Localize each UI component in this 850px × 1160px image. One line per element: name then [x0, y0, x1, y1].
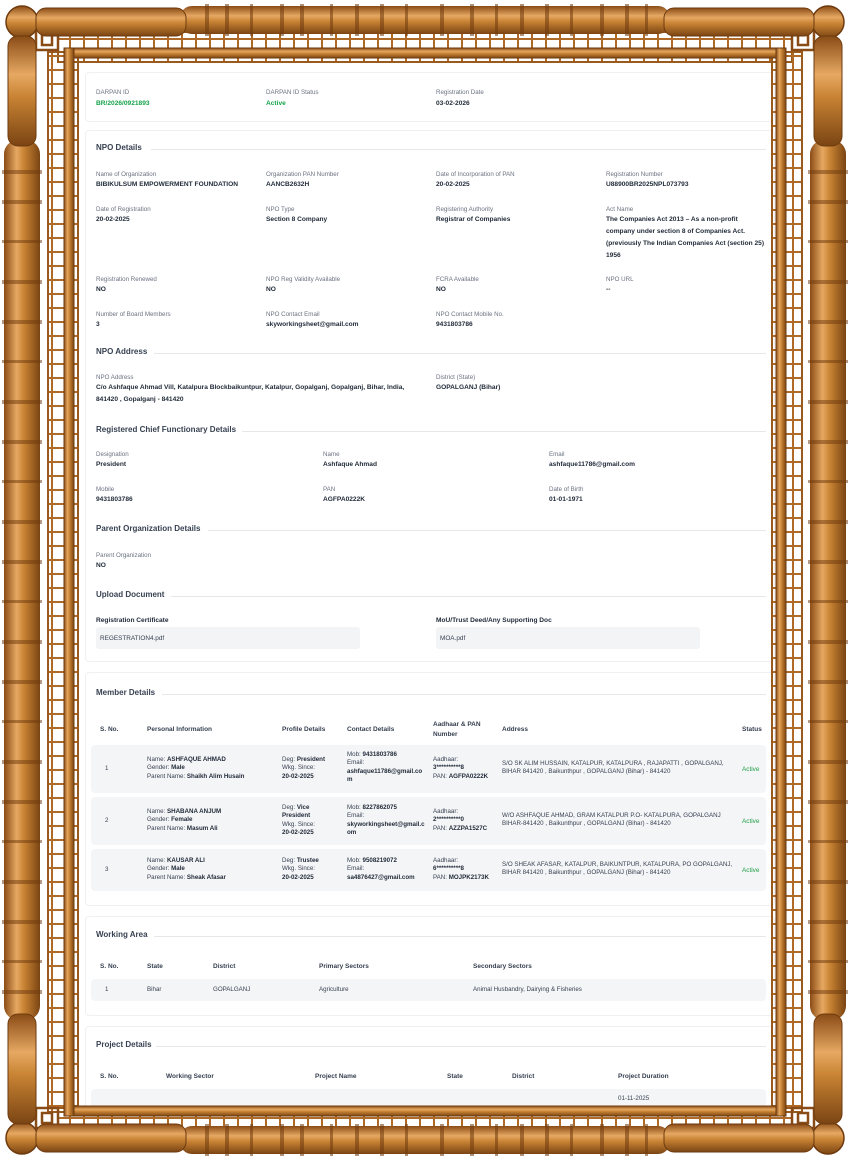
- member-address: S/O SK ALIM HUSSAIN, KATALPUR, KATALPURA , RAJAPATTI , GOPALGANJ, BIHAR 841420 , Baikunthpur , GOPALGANJ (Bihar) - 841420: [502, 760, 724, 776]
- member-mobile: 9431803786: [362, 751, 397, 758]
- field-label: NPO Contact Email: [266, 311, 320, 318]
- parent-organization-value: NO: [96, 562, 106, 569]
- member-mobile: 8227862075: [362, 804, 397, 811]
- field-label: FCRA Available: [436, 276, 479, 283]
- registration-renewed: NO: [96, 286, 106, 293]
- member-pan: AGFPA0222K: [448, 772, 489, 780]
- registration-number: U88900BR2025NPL073793: [606, 181, 689, 188]
- member-col-personal: Personal Information: [147, 726, 213, 733]
- working-col-primary: Primary Sectors: [319, 963, 369, 970]
- working-col-secondary: Secondary Sectors: [473, 963, 532, 970]
- member-aadhaar: 3**********8: [433, 764, 464, 772]
- registering-authority: Registrar of Companies: [436, 216, 511, 223]
- member-gender: Male: [171, 865, 185, 873]
- project-col-duration: Project Duration: [618, 1073, 669, 1080]
- darpan-id-value: BR/2026/0921893: [96, 100, 150, 107]
- field-label: District (State): [436, 374, 476, 381]
- key-label: Email:: [347, 812, 365, 820]
- field-label: Organization PAN Number: [266, 171, 339, 178]
- project-duration: 01-11-2025: [618, 1095, 650, 1102]
- member-mobile: 9508219072: [362, 857, 397, 864]
- field-label: Date of Birth: [549, 486, 584, 493]
- key-label: PAN:: [433, 873, 447, 881]
- registration-date-label: Registration Date: [436, 89, 484, 96]
- field-label: NPO Address: [96, 374, 134, 381]
- member-parent: Shaikh Alim Husain: [186, 772, 245, 780]
- key-label: Gender:: [147, 764, 170, 772]
- member-designation: Vice President: [282, 804, 311, 820]
- member-col-address: Address: [502, 726, 529, 733]
- npo-address: C/o Ashfaque Ahmad Vill, Katalpura Blockbaikuntpur, Katalpur, Gopalganj, Gopalganj, Bihar, India, 841420 , Gopalganj - 841420: [96, 384, 405, 403]
- field-label: Registering Authority: [436, 206, 494, 213]
- npo-type: Section 8 Company: [266, 216, 328, 223]
- field-label: Number of Board Members: [96, 311, 171, 318]
- date-of-registration: 20-02-2025: [96, 216, 130, 223]
- field-label: NPO Reg Validity Available: [266, 276, 341, 283]
- darpan-status-value: Active: [266, 100, 286, 107]
- key-label: Parent Name:: [147, 873, 186, 881]
- member-email: ashfaque11786@gmail.com: [347, 767, 423, 784]
- project-col-sno: S. No.: [100, 1073, 119, 1080]
- working-col-state: State: [147, 963, 163, 970]
- member-since: 20-02-2025: [282, 873, 314, 881]
- key-label: Deg:: [282, 857, 296, 864]
- field-label: Parent Organization: [96, 552, 152, 559]
- working-district: GOPALGANJ: [213, 986, 251, 993]
- field-label: Email: [549, 451, 565, 458]
- key-label: Name:: [147, 857, 166, 864]
- chief-name: Ashfaque Ahmad: [323, 461, 377, 468]
- member-details-title: Member Details: [96, 688, 156, 697]
- member-aadhaar: 2**********0: [433, 816, 464, 824]
- npo-contact-email: skyworkingsheet@gmail.com: [266, 321, 359, 328]
- working-col-sno: S. No.: [100, 963, 119, 970]
- key-label: PAN:: [433, 772, 447, 780]
- chief-pan: AGFPA0222K: [323, 496, 366, 503]
- project-details-title: Project Details: [96, 1040, 152, 1049]
- member-aadhaar: 6**********8: [433, 865, 464, 873]
- field-label: PAN: [323, 486, 336, 493]
- key-label: Email:: [347, 865, 365, 873]
- key-label: PAN:: [433, 824, 447, 832]
- member-designation: Trustee: [296, 857, 319, 864]
- npo-url: --: [606, 286, 611, 293]
- member-col-aadhaar: Aadhaar & PAN Number: [433, 721, 481, 738]
- member-designation: President: [296, 756, 326, 763]
- chief-dob: 01-01-1971: [549, 496, 583, 503]
- registration-certificate-label: Registration Certificate: [96, 617, 169, 624]
- key-label: Wkg. Since:: [282, 820, 316, 828]
- project-col-state: State: [447, 1073, 463, 1080]
- member-pan: AZZPA1527C: [448, 824, 488, 832]
- npo-address-title: NPO Address: [96, 347, 148, 356]
- npo-contact-mobile: 9431803786: [436, 321, 473, 328]
- key-label: Deg:: [282, 804, 296, 811]
- upload-document-title: Upload Document: [96, 590, 165, 599]
- key-label: Name:: [147, 756, 166, 763]
- field-label: Registration Number: [606, 171, 663, 178]
- working-area-title: Working Area: [96, 930, 148, 939]
- member-name: SHABANA ANJUM: [166, 808, 222, 815]
- member-sno: 3: [105, 866, 109, 873]
- key-label: Parent Name:: [147, 772, 186, 780]
- key-label: Aadhaar:: [433, 857, 459, 864]
- darpan-status-label: DARPAN ID Status: [266, 89, 319, 96]
- member-gender: Male: [171, 764, 185, 772]
- field-label: NPO URL: [606, 276, 634, 283]
- field-label: Designation: [96, 451, 129, 458]
- project-col-name: Project Name: [315, 1073, 357, 1080]
- key-label: Email:: [347, 759, 365, 767]
- key-label: Aadhaar:: [433, 756, 459, 763]
- member-name: ASHFAQUE AHMAD: [166, 756, 226, 763]
- npo-details-title: NPO Details: [96, 143, 142, 152]
- status-badge: Active: [742, 766, 760, 773]
- field-label: NPO Type: [266, 206, 295, 213]
- registration-certificate-file[interactable]: REGESTRATION4.pdf: [96, 627, 360, 649]
- pan-incorporation-date: 20-02-2025: [436, 181, 470, 188]
- key-label: Mob:: [347, 804, 361, 811]
- key-label: Aadhaar:: [433, 808, 459, 815]
- status-badge: Active: [742, 867, 760, 874]
- organization-pan: AANCB2632H: [266, 181, 310, 188]
- field-label: Name of Organization: [96, 171, 157, 178]
- key-label: Deg:: [282, 756, 296, 763]
- member-email: skyworkingsheet@gmail.com: [347, 820, 425, 837]
- field-label: Act Name: [606, 206, 634, 213]
- member-col-sno: S. No.: [100, 726, 119, 733]
- key-label: Wkg. Since:: [282, 865, 316, 873]
- member-col-contact: Contact Details: [347, 726, 395, 733]
- member-parent: Sheak Afasar: [186, 873, 226, 881]
- member-name: KAUSAR ALI: [166, 857, 205, 864]
- member-gender: Female: [171, 816, 193, 824]
- member-col-profile: Profile Details: [282, 726, 326, 733]
- npo-district: GOPALGANJ (Bihar): [436, 384, 501, 391]
- reg-validity: NO: [266, 286, 276, 293]
- member-sno: 1: [105, 765, 109, 772]
- project-col-district: District: [512, 1073, 535, 1080]
- field-label: NPO Contact Mobile No.: [436, 311, 504, 318]
- member-sno: 2: [105, 817, 109, 824]
- key-label: Parent Name:: [147, 824, 186, 832]
- key-label: Name:: [147, 808, 166, 815]
- key-label: Gender:: [147, 816, 170, 824]
- organization-name: BIBIKULSUM EMPOWERMENT FOUNDATION: [96, 181, 239, 188]
- field-label: Mobile: [96, 486, 115, 493]
- working-sno: 1: [105, 986, 109, 993]
- chief-designation: President: [96, 461, 127, 468]
- member-email: sa4876427@gmail.com: [347, 873, 415, 881]
- key-label: Wkg. Since:: [282, 764, 316, 772]
- key-label: Mob:: [347, 857, 361, 864]
- darpan-id-label: DARPAN ID: [96, 89, 130, 96]
- registration-date-value: 03-02-2026: [436, 100, 470, 107]
- field-label: Date of Registration: [96, 206, 151, 213]
- board-members: 3: [96, 321, 100, 328]
- working-col-district: District: [213, 963, 236, 970]
- fcra-available: NO: [436, 286, 446, 293]
- working-primary: Agriculture: [319, 986, 349, 993]
- member-since: 20-02-2025: [282, 772, 314, 780]
- mou-file[interactable]: MOA.pdf: [436, 627, 700, 649]
- field-label: Date of Incorporation of PAN: [436, 171, 515, 178]
- member-pan: MOJPK2173K: [448, 873, 489, 881]
- chief-mobile: 9431803786: [96, 496, 133, 503]
- member-address: W/O ASHFAQUE AHMAD, GRAM KATALPUR P.O- KATALPURA, GOPALGANJ BIHAR-841420 , Baikunthpur , GOPALGANJ (Bihar) - 841420: [502, 812, 721, 828]
- working-secondary: Animal Husbandry, Dairying & Fisheries: [473, 986, 582, 993]
- field-label: Name: [323, 451, 340, 458]
- key-label: Gender:: [147, 865, 170, 873]
- project-col-sector: Working Sector: [166, 1073, 214, 1080]
- member-parent: Masum Ali: [186, 824, 218, 832]
- working-state: Bihar: [147, 986, 162, 993]
- key-label: Mob:: [347, 751, 361, 758]
- parent-organization-title: Parent Organization Details: [96, 524, 201, 533]
- field-label: Registration Renewed: [96, 276, 157, 283]
- member-address: S/O SHEAK AFASAR, KATALPUR, BAIKUNTPUR, KATALPURA, PO GOPALGANJ, BIHAR 841420 , Baikunthpur , GOPALGANJ (Bihar) - 841420: [502, 861, 733, 877]
- mou-label: MoU/Trust Deed/Any Supporting Doc: [436, 617, 552, 624]
- act-name: The Companies Act 2013 – As a non-profit company under section 8 of Companies Act. (previously The Indian Companies Act (section 25) 1956: [606, 216, 765, 259]
- chief-functionary-title: Registered Chief Functionary Details: [96, 425, 237, 434]
- status-badge: Active: [742, 818, 760, 825]
- member-since: 20-02-2025: [282, 829, 314, 837]
- chief-email: ashfaque11786@gmail.com: [549, 461, 635, 468]
- member-col-status: Status: [742, 726, 762, 733]
